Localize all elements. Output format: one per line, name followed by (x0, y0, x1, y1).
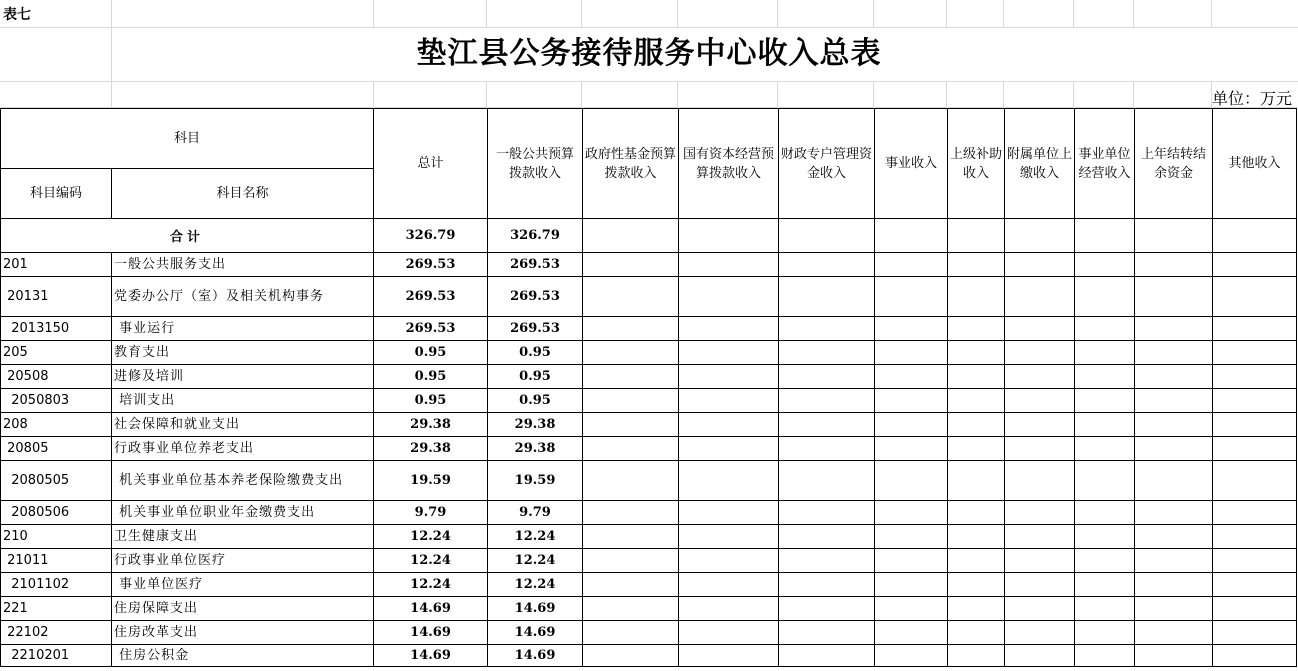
subject-name-cell: 住房保障支出 (112, 597, 374, 621)
empty-cell (1005, 461, 1075, 501)
empty-cell (948, 645, 1005, 667)
subject-code-cell: 2210201 (1, 645, 112, 667)
subject-name-cell: 行政事业单位医疗 (112, 549, 374, 573)
empty-cell (1075, 597, 1135, 621)
general-budget-cell: 0.95 (488, 389, 583, 413)
total-cell: 14.69 (374, 621, 488, 645)
total-cell: 14.69 (374, 597, 488, 621)
header-operating-income: 事业单位经营收入 (1075, 109, 1135, 219)
empty-cell (1075, 389, 1135, 413)
empty-cell (679, 621, 779, 645)
empty-cell (875, 573, 948, 597)
table-row (1, 277, 1297, 317)
total-cell: 269.53 (374, 277, 488, 317)
empty-cell (1213, 437, 1297, 461)
empty-cell (875, 549, 948, 573)
total-cell: 0.95 (374, 389, 488, 413)
empty-cell (679, 389, 779, 413)
total-cell: 0.95 (374, 365, 488, 389)
empty-cell (1213, 525, 1297, 549)
empty-cell (948, 549, 1005, 573)
empty-cell (583, 573, 679, 597)
empty-cell (875, 413, 948, 437)
table-row (1, 437, 1297, 461)
table-number-label: 表七 (3, 7, 31, 23)
empty-cell (1075, 277, 1135, 317)
empty-cell (1213, 621, 1297, 645)
empty-cell (1075, 645, 1135, 667)
empty-cell (948, 437, 1005, 461)
empty-cell (779, 621, 875, 645)
total-cell: 269.53 (374, 253, 488, 277)
empty-cell (679, 413, 779, 437)
empty-cell (583, 461, 679, 501)
grid-column-line (1133, 81, 1134, 108)
empty-cell (779, 573, 875, 597)
empty-cell (948, 597, 1005, 621)
table-row (1, 341, 1297, 365)
table-row (1, 573, 1297, 597)
empty-cell (679, 461, 779, 501)
empty-cell (583, 525, 679, 549)
empty-cell (679, 501, 779, 525)
header-superior-subsidy: 上级补助收入 (948, 109, 1005, 219)
empty-cell (583, 413, 679, 437)
empty-cell (1135, 413, 1213, 437)
empty-cell (679, 277, 779, 317)
empty-cell (779, 549, 875, 573)
header-row-1 (1, 109, 1297, 169)
header-subject-code: 科目编码 (1, 169, 112, 219)
subject-code-cell: 2050803 (1, 389, 112, 413)
table-row (1, 621, 1297, 645)
empty-cell (1135, 277, 1213, 317)
empty-cell (1075, 549, 1135, 573)
empty-cell (779, 277, 875, 317)
empty-cell (779, 341, 875, 365)
empty-cell (875, 341, 948, 365)
empty-cell (779, 253, 875, 277)
grid-column-line (581, 81, 582, 108)
grid-column-line (777, 81, 778, 108)
subject-name-cell: 教育支出 (112, 341, 374, 365)
subject-name-cell: 培训支出 (112, 389, 374, 413)
grid-row-3 (0, 81, 1298, 108)
grid-column-line (777, 0, 778, 27)
subject-code-cell: 20508 (1, 365, 112, 389)
table-row (1, 317, 1297, 341)
subject-name-cell: 进修及培训 (112, 365, 374, 389)
empty-cell (779, 461, 875, 501)
empty-cell (1075, 501, 1135, 525)
empty-cell (875, 365, 948, 389)
empty-cell (679, 437, 779, 461)
empty-cell (1005, 365, 1075, 389)
table-row (1, 253, 1297, 277)
empty-cell (1135, 341, 1213, 365)
general-budget-cell: 12.24 (488, 573, 583, 597)
table-row (1, 365, 1297, 389)
empty-cell (679, 365, 779, 389)
total-row (1, 219, 1297, 253)
header-total: 总计 (374, 109, 488, 219)
subject-code-cell: 2013150 (1, 317, 112, 341)
table-row (1, 645, 1297, 667)
subject-name-cell: 机关事业单位基本养老保险缴费支出 (112, 461, 374, 501)
grid-column-line (1073, 81, 1074, 108)
table-row (1, 389, 1297, 413)
general-budget-cell: 0.95 (488, 365, 583, 389)
grid-column-line (873, 81, 874, 108)
empty-cell (1005, 317, 1075, 341)
empty-cell (1005, 501, 1075, 525)
empty-cell (583, 317, 679, 341)
empty-cell (875, 525, 948, 549)
empty-cell (1135, 253, 1213, 277)
grid-column-line (1073, 0, 1074, 27)
empty-cell (948, 365, 1005, 389)
general-budget-cell: 9.79 (488, 501, 583, 525)
general-budget-cell: 14.69 (488, 645, 583, 667)
grid-column-line (1003, 0, 1004, 27)
empty-cell (583, 501, 679, 525)
empty-cell (948, 501, 1005, 525)
empty-cell (1075, 413, 1135, 437)
subject-name-cell: 机关事业单位职业年金缴费支出 (112, 501, 374, 525)
header-subject: 科目 (1, 109, 374, 169)
grid-column-line (946, 81, 947, 108)
header-subject-name: 科目名称 (112, 169, 374, 219)
table-row (1, 461, 1297, 501)
empty-cell (1005, 573, 1075, 597)
empty-cell (1005, 253, 1075, 277)
empty-cell (583, 365, 679, 389)
total-value: 326.79 (374, 219, 488, 253)
empty-cell (1075, 621, 1135, 645)
empty-cell (779, 597, 875, 621)
empty-cell (679, 549, 779, 573)
empty-cell (1005, 341, 1075, 365)
grid-row-1 (0, 0, 1298, 28)
empty-cell (875, 253, 948, 277)
empty-cell (1075, 317, 1135, 341)
subject-code-cell: 22102 (1, 621, 112, 645)
header-gov-fund: 政府性基金预算拨款收入 (583, 109, 679, 219)
header-affiliated-income: 附属单位上缴收入 (1005, 109, 1075, 219)
empty-cell (679, 341, 779, 365)
total-cell: 0.95 (374, 341, 488, 365)
general-budget-cell: 269.53 (488, 277, 583, 317)
total-cell: 29.38 (374, 413, 488, 437)
empty-cell (1075, 461, 1135, 501)
empty-cell (948, 573, 1005, 597)
subject-code-cell: 2080505 (1, 461, 112, 501)
empty-cell (875, 645, 948, 667)
empty-cell (1135, 597, 1213, 621)
empty-cell (779, 645, 875, 667)
total-cell: 19.59 (374, 461, 488, 501)
empty-cell (1075, 341, 1135, 365)
empty-cell (948, 413, 1005, 437)
empty-cell (1135, 525, 1213, 549)
general-budget-cell: 14.69 (488, 621, 583, 645)
grid-column-line (373, 81, 374, 108)
header-other-income: 其他收入 (1213, 109, 1297, 219)
empty-cell (1135, 621, 1213, 645)
empty-cell (1135, 549, 1213, 573)
empty-cell (875, 277, 948, 317)
general-budget-cell: 269.53 (488, 317, 583, 341)
header-carryover: 上年结转结余资金 (1135, 109, 1213, 219)
empty-cell (779, 501, 875, 525)
grid-column-line (486, 0, 487, 27)
header-business-income: 事业收入 (875, 109, 948, 219)
subject-name-cell: 卫生健康支出 (112, 525, 374, 549)
empty-cell (1005, 597, 1075, 621)
empty-cell (948, 341, 1005, 365)
general-budget-cell: 19.59 (488, 461, 583, 501)
grid-column-line (1133, 0, 1134, 27)
empty-cell (1213, 389, 1297, 413)
total-cell: 29.38 (374, 437, 488, 461)
empty-cell (875, 389, 948, 413)
empty-cell (583, 437, 679, 461)
general-budget-cell: 29.38 (488, 413, 583, 437)
empty-cell (948, 621, 1005, 645)
empty-cell (1213, 597, 1297, 621)
subject-code-cell: 20131 (1, 277, 112, 317)
empty-cell (779, 525, 875, 549)
table-row (1, 501, 1297, 525)
empty-cell (1005, 621, 1075, 645)
empty-cell (1213, 573, 1297, 597)
page-title: 垫江县公务接待服务中心收入总表 (416, 36, 882, 71)
subject-code-cell: 210 (1, 525, 112, 549)
grid-column-line (1003, 81, 1004, 108)
empty-cell (583, 253, 679, 277)
empty-cell (679, 525, 779, 549)
empty-cell (1135, 437, 1213, 461)
empty-cell (583, 621, 679, 645)
table-row (1, 597, 1297, 621)
empty-cell (679, 573, 779, 597)
subject-name-cell: 事业运行 (112, 317, 374, 341)
empty-cell (948, 525, 1005, 549)
subject-code-cell: 20805 (1, 437, 112, 461)
general-budget-cell: 12.24 (488, 549, 583, 573)
subject-name-cell: 社会保障和就业支出 (112, 413, 374, 437)
empty-cell (1005, 437, 1075, 461)
grid-column-line (873, 0, 874, 27)
empty-cell (679, 253, 779, 277)
header-state-capital: 国有资本经营预算拨款收入 (679, 109, 779, 219)
empty-cell (583, 277, 679, 317)
empty-cell (1005, 549, 1075, 573)
empty-cell (1075, 525, 1135, 549)
empty-cell (1213, 461, 1297, 501)
empty-cell (875, 621, 948, 645)
total-cell: 12.24 (374, 549, 488, 573)
empty-cell (948, 253, 1005, 277)
subject-code-cell: 2101102 (1, 573, 112, 597)
subject-name-cell: 事业单位医疗 (112, 573, 374, 597)
empty-cell (1213, 645, 1297, 667)
empty-cell (875, 461, 948, 501)
empty-cell (1005, 413, 1075, 437)
empty-cell (1135, 501, 1213, 525)
empty-cell (583, 549, 679, 573)
empty-cell (875, 317, 948, 341)
empty-cell (1135, 317, 1213, 341)
table-row (1, 549, 1297, 573)
empty-cell (679, 597, 779, 621)
empty-cell (1213, 549, 1297, 573)
total-cell: 9.79 (374, 501, 488, 525)
empty-cell (1135, 645, 1213, 667)
empty-cell (583, 341, 679, 365)
total-label: 合计 (1, 219, 374, 253)
empty-cell (948, 277, 1005, 317)
empty-cell (1213, 317, 1297, 341)
empty-cell (1213, 413, 1297, 437)
total-cell: 14.69 (374, 645, 488, 667)
subject-code-cell: 2080506 (1, 501, 112, 525)
grid-column-line (946, 0, 947, 27)
subject-name-cell: 党委办公厅（室）及相关机构事务 (112, 277, 374, 317)
empty-cell (583, 645, 679, 667)
empty-cell (1005, 277, 1075, 317)
subject-code-cell: 208 (1, 413, 112, 437)
empty-cell (1213, 253, 1297, 277)
unit-label: 单位：万元 (1211, 89, 1292, 108)
empty-cell (948, 389, 1005, 413)
grid-column-line (677, 0, 678, 27)
general-budget-cell: 29.38 (488, 437, 583, 461)
empty-cell (1005, 525, 1075, 549)
empty-cell (779, 365, 875, 389)
empty-cell (1075, 253, 1135, 277)
grid-column-line (677, 81, 678, 108)
empty-cell (779, 437, 875, 461)
income-summary-table (0, 108, 1297, 667)
subject-code-cell: 201 (1, 253, 112, 277)
empty-cell (1075, 437, 1135, 461)
empty-cell (583, 597, 679, 621)
empty-cell (1075, 365, 1135, 389)
empty-cell (583, 389, 679, 413)
empty-cell (1135, 365, 1213, 389)
header-general-budget: 一般公共预算拨款收入 (488, 109, 583, 219)
empty-cell (1005, 389, 1075, 413)
general-budget-cell: 0.95 (488, 341, 583, 365)
general-budget-cell: 14.69 (488, 597, 583, 621)
general-budget-cell: 12.24 (488, 525, 583, 549)
subject-name-cell: 住房改革支出 (112, 621, 374, 645)
subject-code-cell: 221 (1, 597, 112, 621)
subject-name-cell: 住房公积金 (112, 645, 374, 667)
empty-cell (1135, 461, 1213, 501)
subject-name-cell: 一般公共服务支出 (112, 253, 374, 277)
total-general-value: 326.79 (488, 219, 583, 253)
grid-column-line (581, 0, 582, 27)
empty-cell (875, 597, 948, 621)
empty-cell (1075, 573, 1135, 597)
empty-cell (948, 461, 1005, 501)
grid-column-line (1211, 0, 1212, 27)
total-cell: 269.53 (374, 317, 488, 341)
empty-cell (1135, 389, 1213, 413)
total-cell: 12.24 (374, 573, 488, 597)
empty-cell (779, 317, 875, 341)
table-row (1, 413, 1297, 437)
subject-code-cell: 205 (1, 341, 112, 365)
empty-cell (1213, 365, 1297, 389)
grid-column-line (373, 0, 374, 27)
empty-cell (875, 437, 948, 461)
empty-cell (1135, 573, 1213, 597)
empty-cell (1005, 645, 1075, 667)
empty-cell (1213, 277, 1297, 317)
total-cell: 12.24 (374, 525, 488, 549)
empty-cell (1213, 341, 1297, 365)
grid-column-line (486, 81, 487, 108)
empty-cell (948, 317, 1005, 341)
empty-cell (679, 645, 779, 667)
general-budget-cell: 269.53 (488, 253, 583, 277)
empty-cell (679, 317, 779, 341)
subject-code-cell: 21011 (1, 549, 112, 573)
empty-cell (875, 501, 948, 525)
empty-cell (779, 413, 875, 437)
header-fiscal-special: 财政专户管理资金收入 (779, 109, 875, 219)
subject-name-cell: 行政事业单位养老支出 (112, 437, 374, 461)
empty-cell (779, 389, 875, 413)
table-row (1, 525, 1297, 549)
empty-cell (1213, 501, 1297, 525)
